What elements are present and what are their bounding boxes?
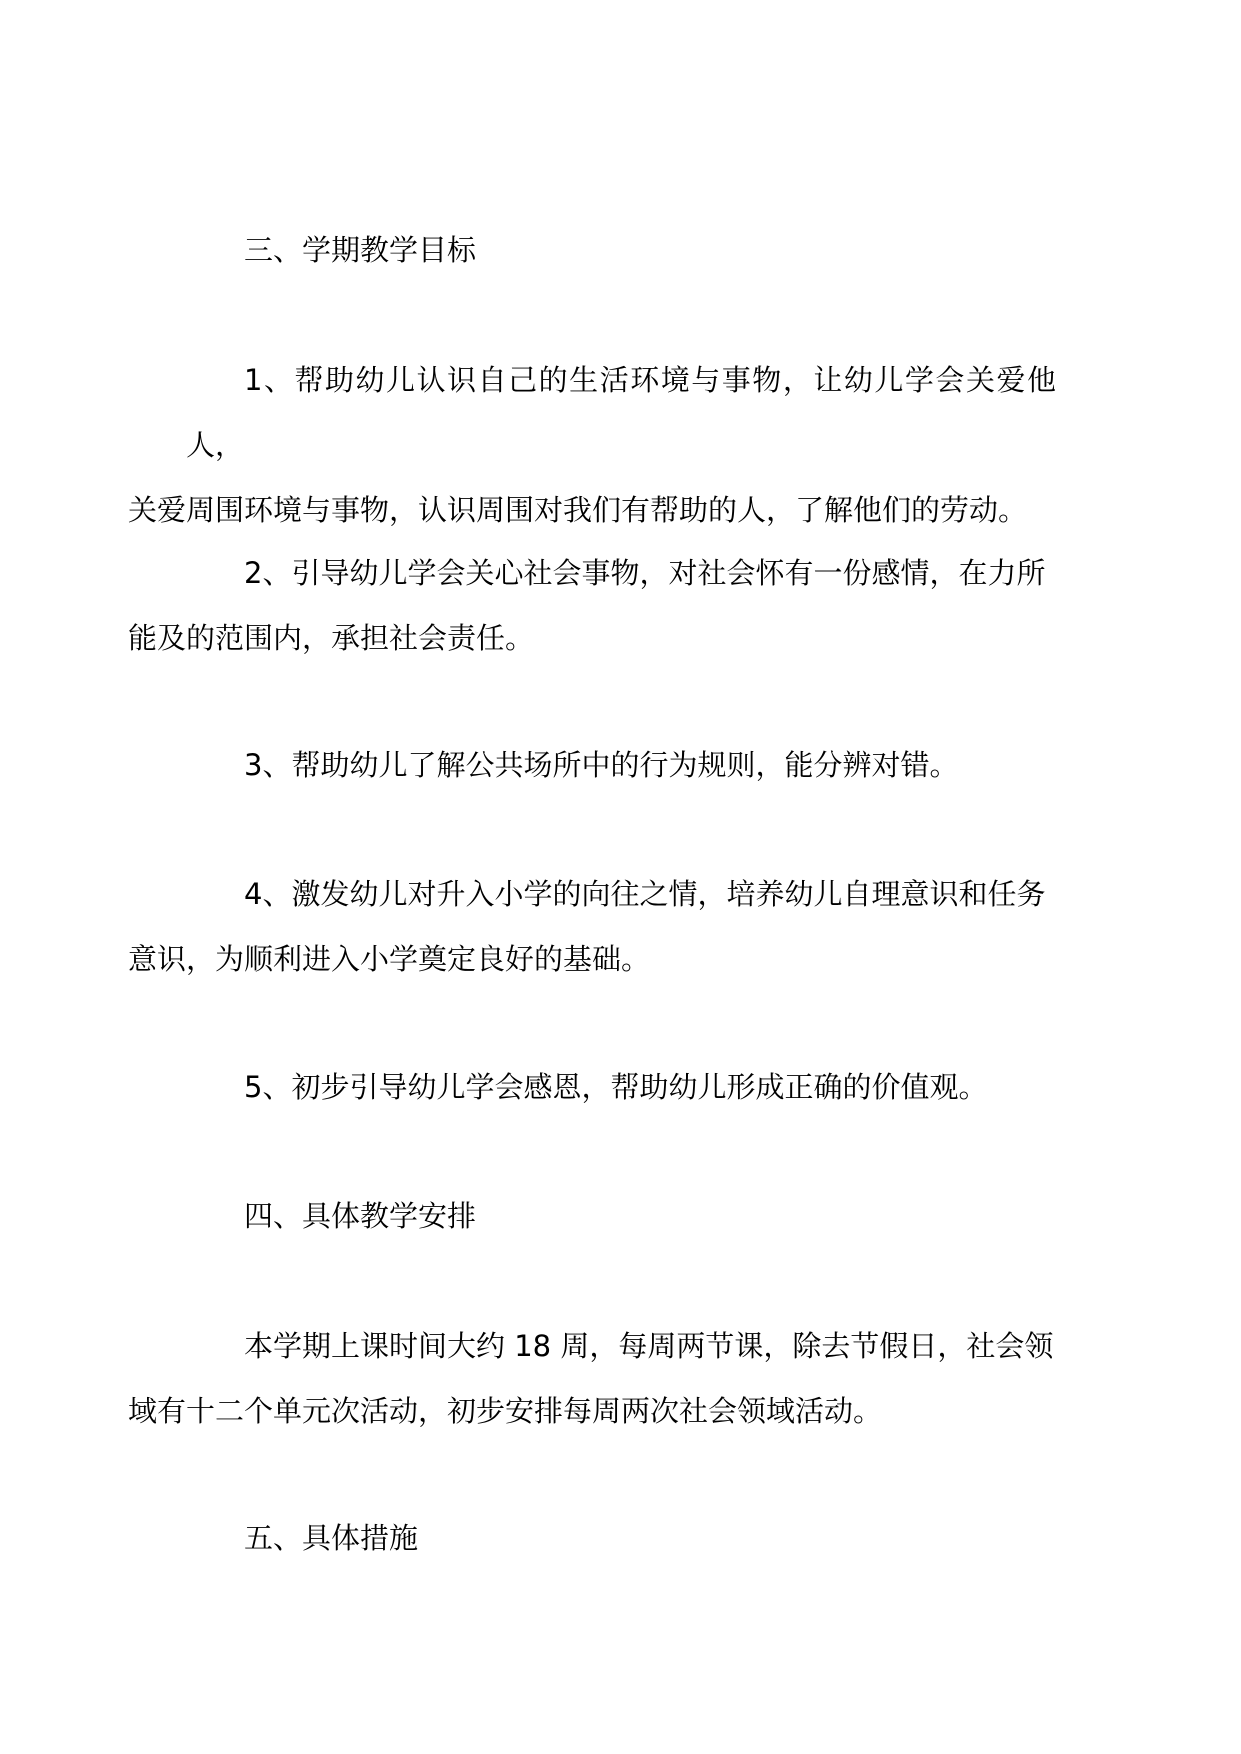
text-line: 三、学期教学目标 (244, 233, 477, 267)
goal-paragraph-2 (128, 541, 1056, 671)
goal-paragraph-4 (128, 862, 1056, 992)
text-line: 3、帮助幼儿了解公共场所中的行为规则，能分辨对错。 (244, 748, 959, 782)
goal-paragraph-3 (186, 733, 1056, 798)
text-line: 五、具体措施 (244, 1521, 419, 1555)
text-line: 本学期上课时间大约 18 周，每周两节课，除去节假日，社会领 (244, 1329, 1054, 1363)
schedule-paragraph (128, 1314, 1056, 1444)
goal-paragraph-5 (186, 1055, 1056, 1120)
text-line: 能及的范围内，承担社会责任。 (128, 621, 535, 655)
text-line: 关爱周围环境与事物，认识周围对我们有帮助的人，了解他们的劳动。 (128, 493, 1028, 527)
text-line: 2、引导幼儿学会关心社会事物，对社会怀有一份感情，在力所 (244, 556, 1046, 590)
section-heading-3 (186, 218, 1056, 283)
goal-paragraph-1 (128, 348, 1056, 543)
section-heading-4 (186, 1184, 1056, 1249)
text-line: 域有十二个单元次活动，初步安排每周两次社会领域活动。 (128, 1394, 883, 1428)
text-line: 四、具体教学安排 (244, 1199, 477, 1233)
section-heading-5 (186, 1506, 1056, 1571)
text-line: 意识，为顺利进入小学奠定良好的基础。 (128, 942, 651, 976)
text-line: 1、帮助幼儿认识自己的生活环境与事物，让幼儿学会关爱他人， (186, 363, 1056, 462)
text-line: 4、激发幼儿对升入小学的向往之情，培养幼儿自理意识和任务 (244, 877, 1046, 911)
text-line: 5、初步引导幼儿学会感恩，帮助幼儿形成正确的价值观。 (244, 1070, 988, 1104)
